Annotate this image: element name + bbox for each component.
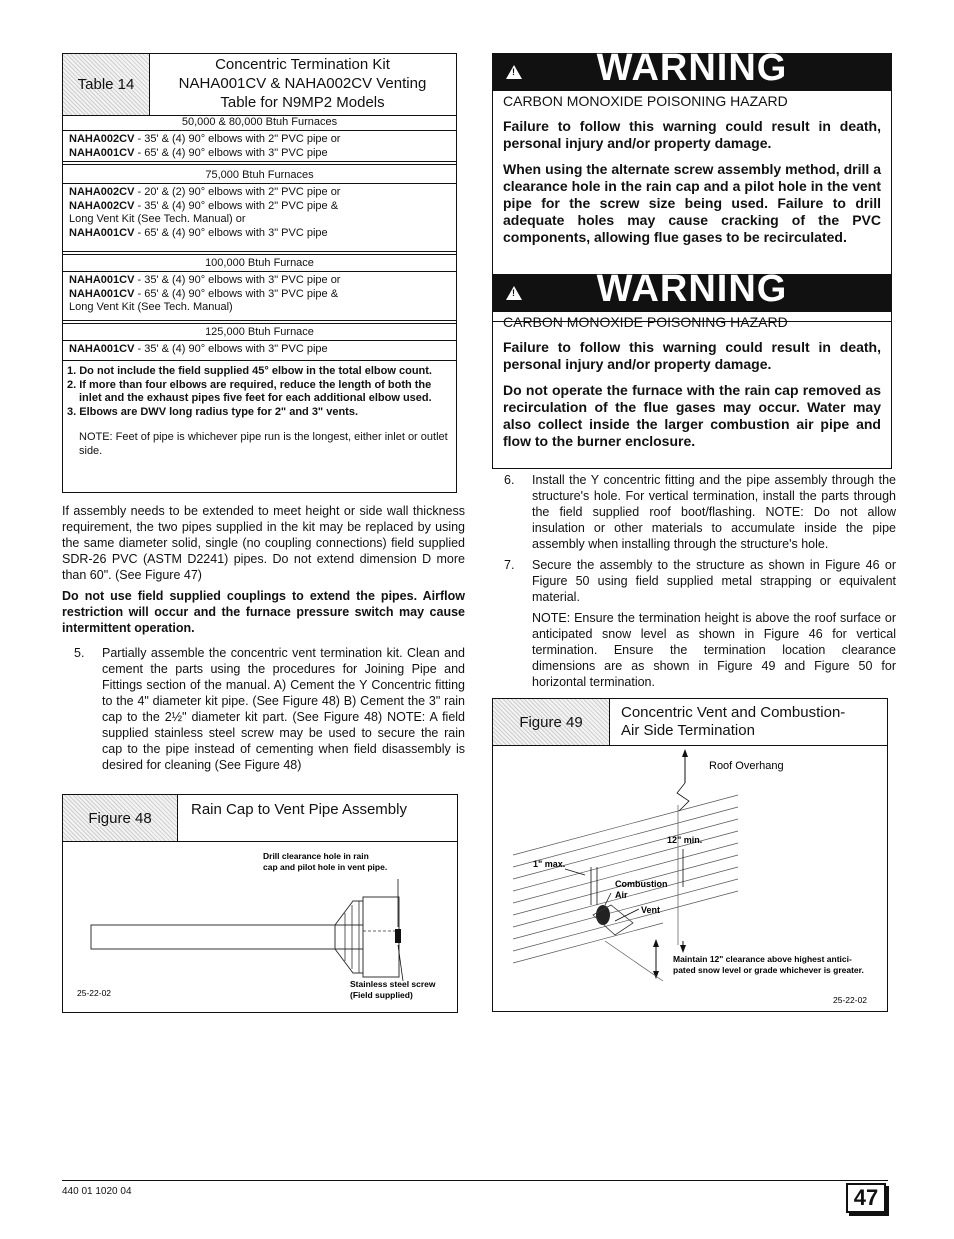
note-item: 3. Elbows are DWV long radius type for 2" and 3" vents. <box>67 405 358 418</box>
figure-header <box>493 699 887 746</box>
warning-bar <box>492 268 892 312</box>
callout-bottom-1: Stainless steel screw <box>350 979 436 989</box>
doc-number: 440 01 1020 04 <box>62 1186 132 1197</box>
table-row: NAHA001CV - 65' & (4) 90° elbows with 3" PVC pipe <box>69 226 328 239</box>
warning-paragraph: Failure to follow this warning could result in death, personal injury and/or property damage. <box>503 118 881 151</box>
step-text: Install the Y concentric fitting and the pipe assembly through the structure's hole. For vertical termination, install the parts through the field supplied roof boot/flashing. NOTE: Do not allow insulation or other materials to accumulate inside the pipe assembly when installing through the structure's hole. <box>532 473 896 551</box>
table-row: NAHA001CV - 35' & (4) 90° elbows with 3" PVC pipe <box>69 343 328 355</box>
maintain-label-1: Maintain 12" clearance above highest antici- <box>673 954 852 964</box>
table-row: NAHA001CV - 35' & (4) 90° elbows with 3" PVC pipe or <box>69 274 341 286</box>
table-label: Table 14 <box>63 54 150 115</box>
step-note: NOTE: Ensure the termination height is above the roof surface or anticipated snow level as shown in Figure 46 for vertical termination. Ensure the termination location clearance dimensions are as shown in Figure 49 and Figure 50 for horizontal termination. <box>532 611 896 689</box>
section-rows <box>63 131 456 162</box>
maintain-label-2: pated snow level or grade whichever is greater. <box>673 965 864 975</box>
figure-code: 25-22-02 <box>77 988 112 998</box>
figure-49 <box>492 698 888 1012</box>
min-label: 12" min. <box>667 835 703 845</box>
table-section <box>63 168 456 242</box>
footer-rule <box>62 1180 888 1181</box>
section-rows <box>63 184 456 242</box>
figure-label: Figure 49 <box>493 699 610 745</box>
figure-code: 25-22-02 <box>833 995 868 1005</box>
table-section <box>63 325 456 359</box>
combustion-label: Combustion <box>615 879 668 889</box>
figure-title-line: Air Side Termination <box>621 722 755 739</box>
callout-top-2: cap and pilot hole in vent pipe. <box>263 862 388 872</box>
side-termination-diagram <box>493 745 886 1010</box>
section-header: 50,000 & 80,000 Btuh Furnaces <box>63 115 456 131</box>
max-label: 1" max. <box>533 859 566 869</box>
table-section <box>63 256 456 317</box>
step-number: 5. <box>74 646 85 660</box>
step-5 <box>62 645 465 773</box>
page-number: 47 <box>846 1183 886 1213</box>
air-label: Air <box>615 890 628 900</box>
figure-label: Figure 48 <box>63 795 178 841</box>
callout-top-1: Drill clearance hole in rain <box>263 851 369 861</box>
section-header: 125,000 Btuh Furnace <box>63 325 456 341</box>
table-row: NAHA002CV - 20' & (2) 90° elbows with 2" PVC pipe or <box>69 186 341 198</box>
figure-title: Rain Cap to Vent Pipe Assembly <box>191 801 407 818</box>
table-14 <box>62 53 457 493</box>
warning-paragraph: When using the alternate screw assembly method, drill a clearance hole in the rain cap and a pilot hole in the vent pipe for the screw size being used. Failure to drill adequate holes may cause cracking of the PVC components, allowing flue gases to be recirculated. <box>503 161 881 245</box>
step-text: Partially assemble the concentric vent termination kit. Clean and cement the parts using the procedures for Joining Pipe and Fittings section of the manual. A) Cement the Y Concentric fitting to the 4" diameter kit pipe. (See Figure 48) B) Cement the 3" rain cap to the 2½" diameter kit part. (See Figure 48) NOTE: A field supplied stainless steel screw may be used to secure the rain cap to the pipe instead of cementing when field disassembly is desired for cleaning (See Figure 48) <box>102 646 465 772</box>
callout-bottom-2: (Field supplied) <box>350 990 413 1000</box>
step-7 <box>492 557 896 690</box>
rain-cap-diagram <box>63 841 456 1011</box>
warning-bar <box>492 47 892 91</box>
figure-48 <box>62 794 458 1013</box>
note-item: 1. Do not include the field supplied 45° elbow in the total elbow count. <box>67 365 432 377</box>
warning-paragraph: Do not operate the furnace with the rain cap removed as recirculation of the flue gases may occur. Water may also collect inside the larger combustion air pipe and flow to the burner enclosure. <box>503 382 881 449</box>
table-row: Long Vent Kit (See Tech. Manual) or <box>69 213 246 225</box>
table-row: NAHA002CV - 35' & (4) 90° elbows with 2" PVC pipe & <box>69 199 339 212</box>
warning-word: WARNING <box>596 268 788 310</box>
warning-paragraph: Failure to follow this warning could result in death, personal injury and/or property damage. <box>503 339 881 372</box>
step-number: 7. <box>504 558 515 572</box>
section-header: 100,000 Btuh Furnace <box>63 256 456 272</box>
warning-box-2 <box>492 268 892 469</box>
table-title-line: Concentric Termination Kit <box>215 56 390 73</box>
figure-title <box>621 704 845 740</box>
table-row: NAHA001CV - 65' & (4) 90° elbows with 3" PVC pipe & <box>69 287 339 300</box>
vent-label: Vent <box>641 905 661 915</box>
warning-subtitle: CARBON MONOXIDE POISONING HAZARD <box>503 314 788 330</box>
warning-content <box>492 312 892 469</box>
note-final: NOTE: Feet of pipe is whichever pipe run is the longest, either inlet or outlet side. <box>79 431 448 457</box>
note-item: 2. If more than four elbows are required, reduce the length of both the inlet and the exhaust pipes five feet for each additional elbow used. <box>67 378 432 404</box>
step-text: Secure the assembly to the structure as shown in Figure 46 or Figure 50 using field supplied metal strapping or equivalent material. <box>532 558 896 604</box>
table-row: NAHA001CV - 65' & (4) 90° elbows with 3" PVC pipe <box>69 146 328 159</box>
section-rows <box>63 341 456 359</box>
step-6 <box>492 472 896 552</box>
table-title <box>149 54 456 112</box>
step-number: 6. <box>504 473 515 487</box>
warning-subtitle: CARBON MONOXIDE POISONING HAZARD <box>503 93 788 109</box>
table-title-line: Table for N9MP2 Models <box>220 94 385 111</box>
section-rows <box>63 272 456 317</box>
left-paragraph-1: If assembly needs to be extended to meet height or side wall thickness requirement, the two pipes supplied in the kit may be replaced by using the same diameter solid, single (no coupling connections) field supplied SDR-26 PVC (ASTM D2241) pipes. Do not extend dimension D more than 60". (See Figure 47) <box>62 504 465 582</box>
table-header <box>63 54 456 116</box>
table-row: NAHA002CV - 35' & (4) 90° elbows with 2" PVC pipe or <box>69 133 341 145</box>
table-title-line: NAHA001CV & NAHA002CV Venting <box>178 75 427 92</box>
roof-overhang-label: Roof Overhang <box>709 760 784 772</box>
section-header: 75,000 Btuh Furnaces <box>63 168 456 184</box>
left-paragraph-2: Do not use field supplied couplings to extend the pipes. Airflow restriction will occur and the furnace pressure switch may cause intermittent operation. <box>62 589 465 635</box>
table-section <box>63 115 456 162</box>
table-notes <box>63 365 456 458</box>
table-row: Long Vent Kit (See Tech. Manual) <box>69 301 233 313</box>
warning-word: WARNING <box>596 47 788 89</box>
figure-header <box>63 795 457 842</box>
figure-title-line: Concentric Vent and Combustion- <box>621 704 846 721</box>
